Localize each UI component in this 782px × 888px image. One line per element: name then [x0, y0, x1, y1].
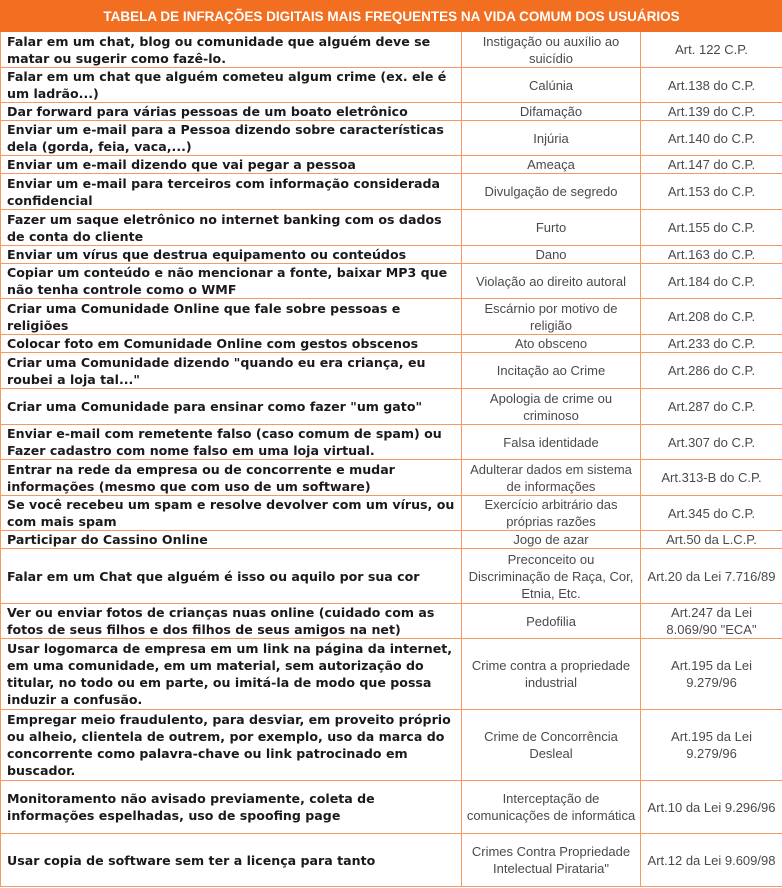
table-row — [1, 299, 782, 335]
legal-article: Art.10 da Lei 9.296/96 — [641, 781, 782, 834]
table-row — [1, 103, 782, 121]
table-row — [1, 639, 782, 710]
table-body — [1, 32, 782, 887]
legal-article: Art.307 do C.P. — [641, 425, 782, 460]
legal-article: Art.195 da Lei 9.279/96 — [641, 639, 782, 710]
table-row — [1, 710, 782, 781]
infraction-description: Criar uma Comunidade Online que fale sobre pessoas e religiões — [1, 299, 462, 335]
crime-name: Incitação ao Crime — [462, 353, 641, 389]
crime-name: Calúnia — [462, 68, 641, 103]
infraction-description: Criar uma Comunidade para ensinar como fazer "um gato" — [1, 389, 462, 425]
legal-article: Art.20 da Lei 7.716/89 — [641, 549, 782, 604]
crime-name: Adulterar dados em sistema de informações — [462, 460, 641, 496]
legal-article: Art.208 do C.P. — [641, 299, 782, 335]
infraction-description: Empregar meio fraudulento, para desviar, em proveito próprio ou alheio, clientela de outrem, por exemplo, uso da marca do concorrente como palavra-chave ou link patrocinado em buscador. — [1, 710, 462, 781]
crime-name: Exercício arbitrário das próprias razões — [462, 496, 641, 531]
infraction-description: Participar do Cassino Online — [1, 531, 462, 549]
table-row — [1, 246, 782, 264]
infraction-description: Enviar um vírus que destrua equipamento ou conteúdos — [1, 246, 462, 264]
table-row — [1, 32, 782, 68]
crime-name: Interceptação de comunicações de informática — [462, 781, 641, 834]
infraction-description: Enviar um e-mail para a Pessoa dizendo sobre características dela (gorda, feia, vaca,...) — [1, 121, 462, 156]
legal-article: Art.184 do C.P. — [641, 264, 782, 299]
infraction-description: Fazer um saque eletrônico no internet banking com os dados de conta do cliente — [1, 210, 462, 246]
table-row — [1, 834, 782, 887]
infraction-description: Copiar um conteúdo e não mencionar a fonte, baixar MP3 que não tenha controle como o WMF — [1, 264, 462, 299]
table-row — [1, 121, 782, 156]
table-row — [1, 156, 782, 174]
legal-article: Art.195 da Lei 9.279/96 — [641, 710, 782, 781]
legal-article: Art.247 da Lei 8.069/90 "ECA" — [641, 604, 782, 639]
legal-article: Art.140 do C.P. — [641, 121, 782, 156]
crime-name: Injúria — [462, 121, 641, 156]
infraction-description: Enviar e-mail com remetente falso (caso comum de spam) ou Fazer cadastro com nome falso em uma loja virtual. — [1, 425, 462, 460]
infraction-description: Colocar foto em Comunidade Online com gestos obscenos — [1, 335, 462, 353]
crime-name: Furto — [462, 210, 641, 246]
legal-article: Art.153 do C.P. — [641, 174, 782, 210]
crime-name: Instigação ou auxílio ao suicídio — [462, 32, 641, 68]
infraction-description: Falar em um chat, blog ou comunidade que alguém deve se matar ou sugerir como fazê-lo. — [1, 32, 462, 68]
legal-article: Art.50 da L.C.P. — [641, 531, 782, 549]
table-row — [1, 210, 782, 246]
table-row — [1, 389, 782, 425]
crime-name: Jogo de azar — [462, 531, 641, 549]
crime-name: Apologia de crime ou criminoso — [462, 389, 641, 425]
crime-name: Difamação — [462, 103, 641, 121]
legal-article: Art.233 do C.P. — [641, 335, 782, 353]
table-row — [1, 531, 782, 549]
legal-article: Art.139 do C.P. — [641, 103, 782, 121]
crime-name: Crimes Contra Propriedade Intelectual Pirataria" — [462, 834, 641, 887]
crime-name: Pedofilia — [462, 604, 641, 639]
crime-name: Preconceito ou Discriminação de Raça, Cor, Etnia, Etc. — [462, 549, 641, 604]
crime-name: Violação ao direito autoral — [462, 264, 641, 299]
infraction-description: Usar logomarca de empresa em um link na página da internet, em uma comunidade, em um material, sem autorização do titular, no todo ou em parte, ou imitá-la de modo que possa induzir a confusão. — [1, 639, 462, 710]
table-row — [1, 781, 782, 834]
legal-article: Art.147 do C.P. — [641, 156, 782, 174]
crime-name: Divulgação de segredo — [462, 174, 641, 210]
table-row — [1, 604, 782, 639]
crime-name: Ameaça — [462, 156, 641, 174]
crime-name: Escárnio por motivo de religião — [462, 299, 641, 335]
infraction-description: Falar em um Chat que alguém é isso ou aquilo por sua cor — [1, 549, 462, 604]
table-row — [1, 335, 782, 353]
infraction-description: Enviar um e-mail dizendo que vai pegar a pessoa — [1, 156, 462, 174]
legal-article: Art.12 da Lei 9.609/98 — [641, 834, 782, 887]
table-row — [1, 496, 782, 531]
infraction-description: Se você recebeu um spam e resolve devolver com um vírus, ou com mais spam — [1, 496, 462, 531]
infraction-description: Monitoramento não avisado previamente, coleta de informações espelhadas, uso de spoofing page — [1, 781, 462, 834]
infraction-description: Falar em um chat que alguém cometeu algum crime (ex. ele é um ladrão...) — [1, 68, 462, 103]
legal-article: Art.345 do C.P. — [641, 496, 782, 531]
crime-name: Ato obsceno — [462, 335, 641, 353]
table-title: TABELA DE INFRAÇÕES DIGITAIS MAIS FREQUENTES NA VIDA COMUM DOS USUÁRIOS — [1, 1, 782, 32]
crime-name: Falsa identidade — [462, 425, 641, 460]
legal-article: Art.155 do C.P. — [641, 210, 782, 246]
crime-name: Dano — [462, 246, 641, 264]
legal-article: Art.163 do C.P. — [641, 246, 782, 264]
legal-article: Art.138 do C.P. — [641, 68, 782, 103]
infraction-description: Criar uma Comunidade dizendo "quando eu era criança, eu roubei a loja tal..." — [1, 353, 462, 389]
table-title-row — [1, 1, 782, 32]
legal-article: Art.287 do C.P. — [641, 389, 782, 425]
table-row — [1, 264, 782, 299]
table-row — [1, 353, 782, 389]
infraction-description: Usar copia de software sem ter a licença para tanto — [1, 834, 462, 887]
legal-article: Art.313-B do C.P. — [641, 460, 782, 496]
legal-article: Art.286 do C.P. — [641, 353, 782, 389]
infraction-description: Entrar na rede da empresa ou de concorrente e mudar informações (mesmo que com uso de um software) — [1, 460, 462, 496]
crime-name: Crime de Concorrência Desleal — [462, 710, 641, 781]
infraction-description: Dar forward para várias pessoas de um boato eletrônico — [1, 103, 462, 121]
table-row — [1, 460, 782, 496]
table-row — [1, 549, 782, 604]
table-row — [1, 68, 782, 103]
infraction-description: Ver ou enviar fotos de crianças nuas online (cuidado com as fotos de seus filhos e dos filhos de seus amigos na net) — [1, 604, 462, 639]
table-row — [1, 174, 782, 210]
infraction-description: Enviar um e-mail para terceiros com informação considerada confidencial — [1, 174, 462, 210]
crime-name: Crime contra a propriedade industrial — [462, 639, 641, 710]
table-row — [1, 425, 782, 460]
legal-article: Art. 122 C.P. — [641, 32, 782, 68]
